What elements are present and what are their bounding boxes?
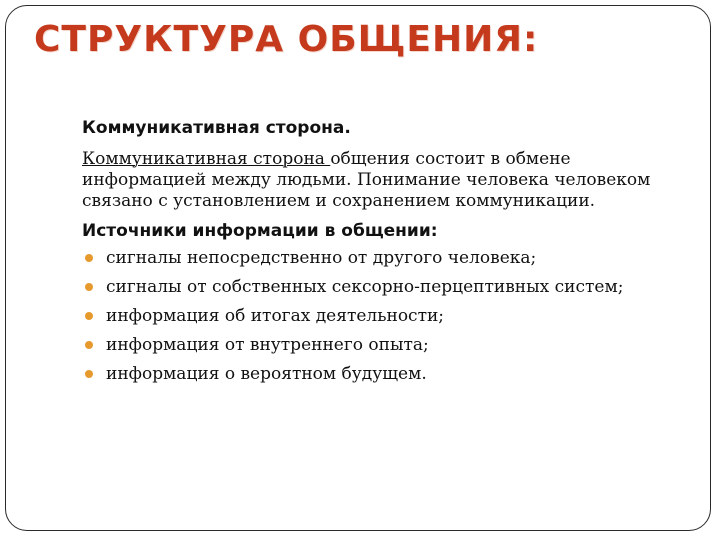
list-item [82, 248, 682, 269]
bullet-icon [85, 312, 93, 320]
section-subtitle: Коммуникативная сторона. [82, 118, 351, 138]
list-item [82, 306, 682, 327]
bullet-icon [85, 370, 93, 378]
slide-frame [5, 5, 711, 531]
list-item-text: информация о вероятном будущем. [106, 364, 427, 384]
underlined-term: Коммуникативная сторона [82, 149, 331, 169]
sources-heading: Источники информации в общении: [82, 221, 438, 241]
slide-title: СТРУКТУРА ОБЩЕНИЯ: [34, 19, 539, 60]
list-item-text: сигналы непосредственно от другого человека; [106, 248, 537, 268]
sources-list [82, 248, 682, 385]
list-item [82, 277, 682, 298]
description-paragraph [82, 149, 682, 212]
bullet-icon [85, 341, 93, 349]
bullet-icon [85, 254, 93, 262]
list-item-text: информация от внутреннего опыта; [106, 335, 429, 355]
paragraph-text: общения состоит в обмене информацией между людьми. Понимание человека человеком связано с установлением и сохранением коммуникации. [82, 149, 651, 211]
list-item [82, 364, 682, 385]
list-item-text: информация об итогах деятельности; [106, 306, 445, 326]
bullet-icon [85, 283, 93, 291]
list-item-text: сигналы от собственных сексорно-перцептивных систем; [106, 277, 624, 297]
list-item [82, 335, 682, 356]
slide-content [82, 117, 682, 393]
